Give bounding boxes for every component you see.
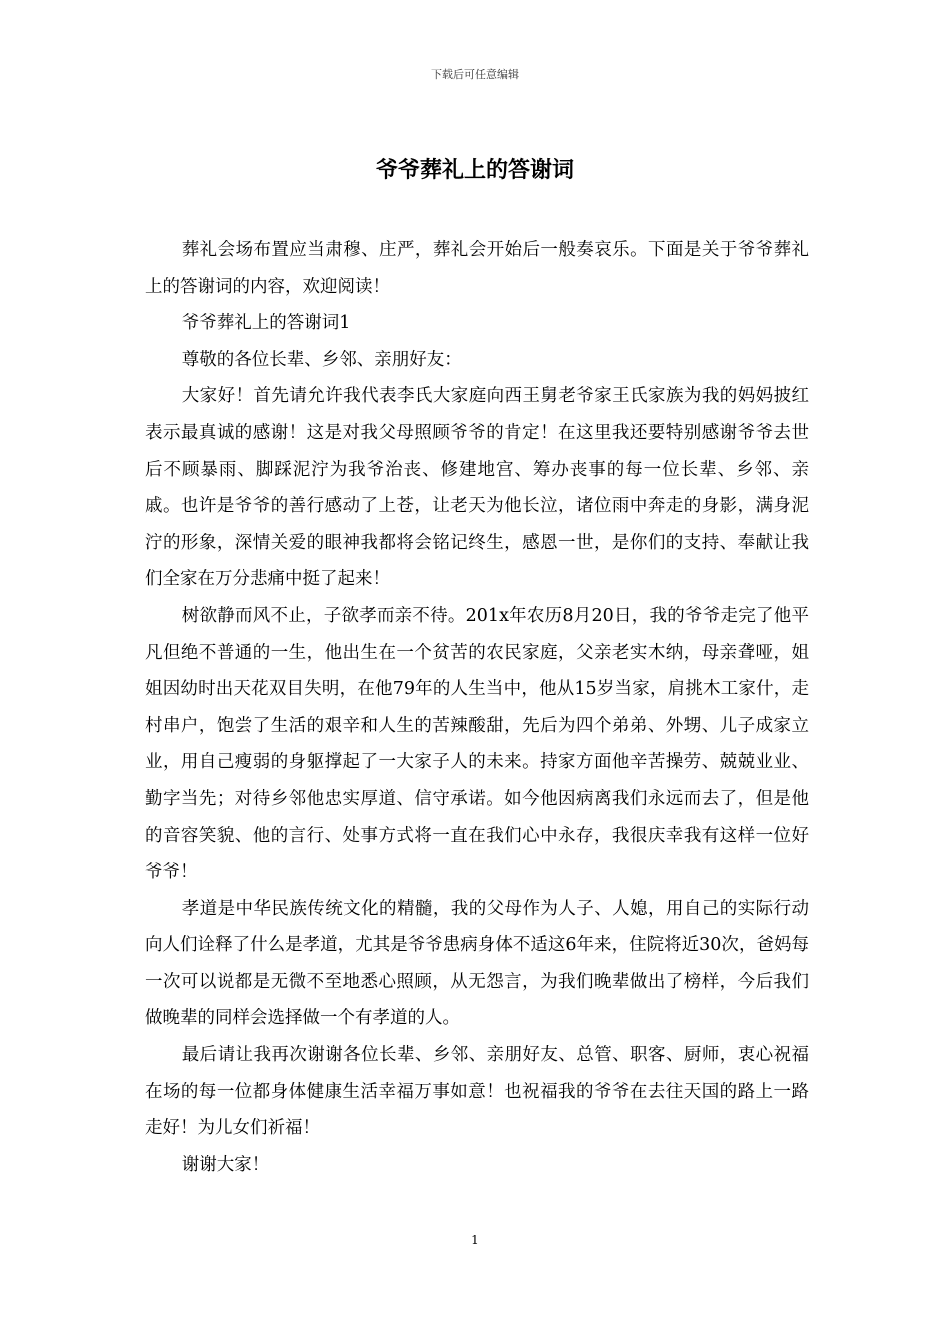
body-paragraph: 树欲静而风不止，子欲孝而亲不待。201x年农历8月20日，我的爷爷走完了他平凡但绝不普通的一生，他出生在一个贫苦的农民家庭，父亲老实木纳，母亲聋哑，姐姐因幼时出天花双目失明，在他79年的人生当中，他从15岁当家，肩挑木工家什，走村串户，饱尝了生活的艰辛和人生的苦辣酸甜，先后为四个弟弟、外甥、儿子成家立业，用自己瘦弱的身躯撑起了一大家子人的未来。持家方面他辛苦操劳、兢兢业业、勤字当先；对待乡邻他忠实厚道、信守承诺。如今他因病离我们永远而去了，但是他的音容笑貌、他的言行、处事方式将一直在我们心中永存，我很庆幸我有这样一位好爷爷！ [145, 605, 809, 883]
intro-paragraph: 葬礼会场布置应当肃穆、庄严，葬礼会开始后一般奏哀乐。下面是关于爷爷葬礼上的答谢词的内容，欢迎阅读！ [145, 240, 809, 297]
body-paragraph: 大家好！首先请允许我代表李氏大家庭向西王舅老爷家王氏家族为我的妈妈披红表示最真诚的感谢！这是对我父母照顾爷爷的肯定！在这里我还要特别感谢爷爷去世后不顾暴雨、脚踩泥泞为我爷治丧、修建地宫、筹办丧事的每一位长辈、乡邻、亲戚。也许是爷爷的善行感动了上苍，让老天为他长泣，诸位雨中奔走的身影，满身泥泞的形象，深情关爱的眼神我都将会铭记终生，感恩一世，是你们的支持、奉献让我们全家在万分悲痛中挺了起来！ [145, 386, 809, 590]
body-paragraph: 孝道是中华民族传统文化的精髓，我的父母作为人子、人媳，用自己的实际行动向人们诠释了什么是孝道，尤其是爷爷患病身体不适这6年来，住院将近30次，爸妈每一次可以说都是无微不至地悉心照顾，从无怨言，为我们晚辈做出了榜样，今后我们做晚辈的同样会选择做一个有孝道的人。 [145, 898, 809, 1029]
section-heading: 爷爷葬礼上的答谢词1 [181, 313, 351, 334]
closing-line: 谢谢大家！ [181, 1154, 270, 1175]
document-body [145, 232, 809, 1183]
header-note: 下载后可任意编辑 [431, 68, 519, 81]
document-title: 爷爷葬礼上的答谢词 [375, 157, 574, 183]
page-number: 1 [471, 1233, 479, 1247]
body-paragraph: 最后请让我再次谢谢各位长辈、乡邻、亲朋好友、总管、职客、厨师，衷心祝福在场的每一位都身体健康生活幸福万事如意！也祝福我的爷爷在去往天国的路上一路走好！为儿女们祈福！ [145, 1045, 809, 1139]
salutation: 尊敬的各位长辈、乡邻、亲朋好友： [181, 349, 462, 370]
